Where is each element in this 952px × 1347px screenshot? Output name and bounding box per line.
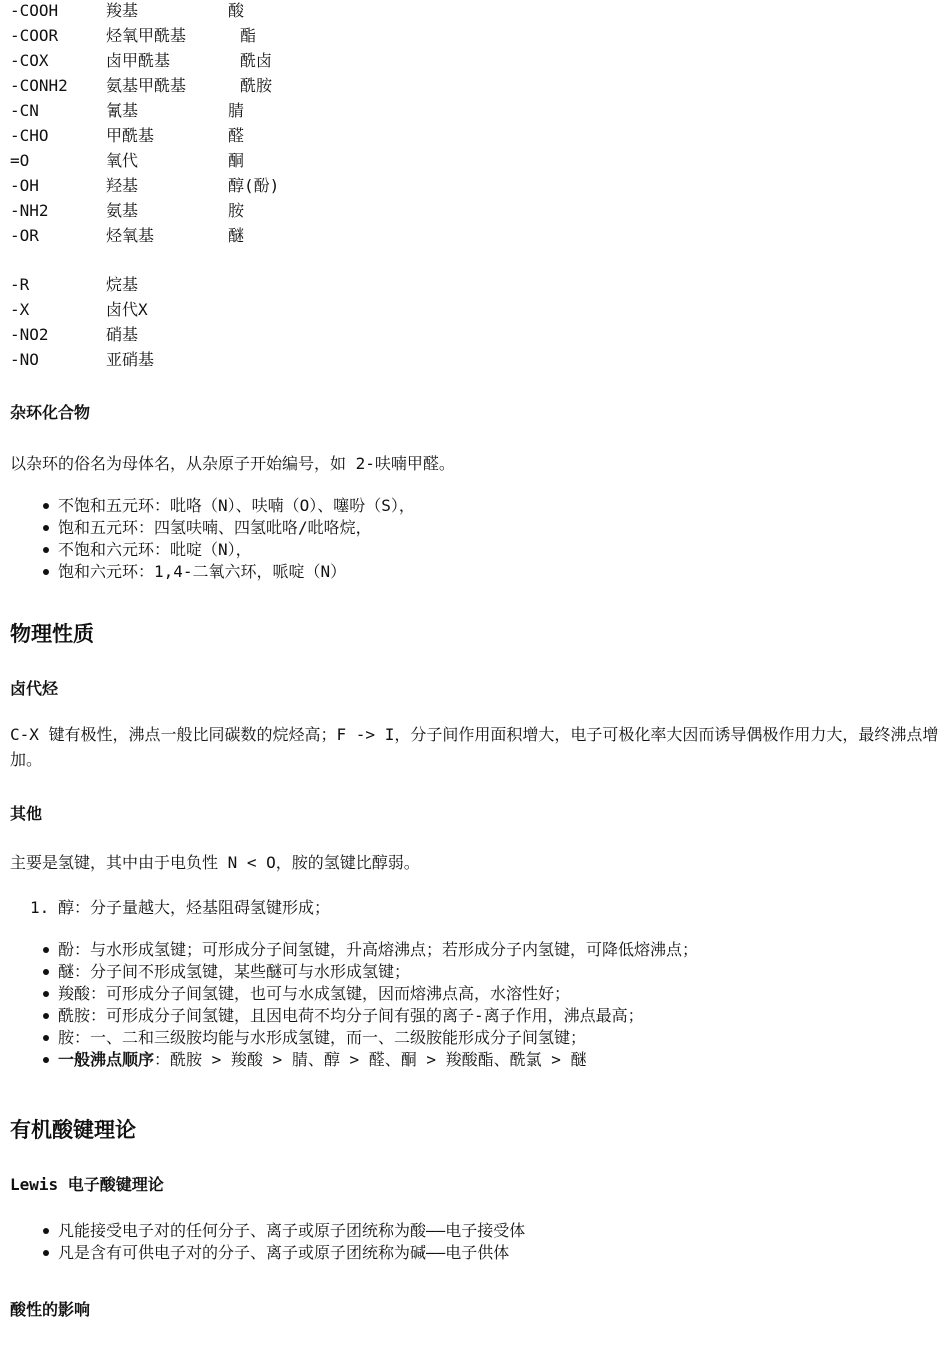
item-number: 1. — [30, 898, 50, 917]
group-class: 酰卤 — [240, 51, 273, 70]
group-name: 氧代 — [106, 151, 139, 170]
boiling-order-text: ：酰胺 > 羧酸 > 腈、醇 > 醛、酮 > 羧酸酯、酰氯 > 醚 — [154, 1050, 587, 1069]
ordered-item — [10, 897, 330, 919]
bullet-icon — [43, 1035, 49, 1041]
list-item-text: 凡能接受电子对的任何分子、离子或原子团统称为酸——电子接受体 — [58, 1221, 526, 1240]
group-class: 腈 — [228, 101, 245, 120]
list-item — [10, 539, 415, 561]
other-intro: 主要是氢键，其中由于电负性 N < O，胺的氢键比醇弱。 — [10, 853, 420, 872]
list-item — [10, 517, 415, 539]
group-class: 酰胺 — [240, 76, 273, 95]
group-formula: -CN — [10, 101, 39, 120]
list-item-text: 羧酸：可形成分子间氢键，也可与水成氢键，因而熔沸点高，水溶性好； — [58, 984, 571, 1003]
bullet-icon — [43, 1228, 49, 1234]
bullet-icon — [43, 969, 49, 975]
group-formula: =O — [10, 151, 30, 170]
list-item — [10, 495, 415, 517]
group-class: 醇(酚) — [228, 176, 280, 195]
list-item-text: 酰胺：可形成分子间氢键，且因电荷不均分子间有强的离子-离子作用，沸点最高； — [58, 1006, 644, 1025]
list-item-text: 胺：一、二和三级胺均能与水形成氢键，而一、二级胺能形成分子间氢键； — [58, 1028, 587, 1047]
group-name: 卤甲酰基 — [106, 51, 171, 70]
lewis-heading: Lewis 电子酸键理论 — [10, 1175, 164, 1194]
group-name: 氨基 — [106, 201, 139, 220]
group-name: 羟基 — [106, 176, 139, 195]
list-item — [10, 961, 698, 983]
group-name: 甲酰基 — [106, 126, 155, 145]
group-name: 烃氧甲酰基 — [106, 26, 187, 45]
list-item-text: 酚：与水形成氢键；可形成分子间氢键，升高熔沸点；若形成分子内氢键，可降低熔沸点； — [58, 940, 699, 959]
group-class: 酯 — [240, 26, 257, 45]
group-name: 烷基 — [106, 275, 139, 294]
group-formula: -NH2 — [10, 201, 49, 220]
bullet-icon — [43, 991, 49, 997]
group-formula: -COOH — [10, 1, 59, 20]
list-item — [10, 1027, 698, 1049]
group-formula: -CHO — [10, 126, 49, 145]
group-class: 胺 — [228, 201, 245, 220]
group-formula: -R — [10, 275, 30, 294]
bullet-icon — [43, 547, 49, 553]
group-formula: -NO2 — [10, 325, 49, 344]
group-class: 酸 — [228, 1, 245, 20]
group-name: 氨基甲酰基 — [106, 76, 187, 95]
group-name: 亚硝基 — [106, 350, 155, 369]
list-item — [10, 983, 698, 1005]
bullet-icon — [43, 947, 49, 953]
list-item-text: 饱和五元环：四氢呋喃、四氢吡咯/吡咯烷， — [58, 518, 372, 537]
heterocycle-heading: 杂环化合物 — [10, 403, 91, 422]
haloalkane-heading: 卤代烃 — [10, 679, 59, 698]
bullet-icon — [43, 569, 49, 575]
list-item — [10, 561, 415, 583]
bullet-icon — [43, 1057, 49, 1063]
group-formula: -OR — [10, 226, 39, 245]
group-class: 醛 — [228, 126, 245, 145]
list-item-text: 不饱和五元环：吡咯（N）、呋喃（O）、噻吩（S）， — [58, 496, 415, 515]
group-formula: -OH — [10, 176, 39, 195]
bullet-icon — [43, 1250, 49, 1256]
group-class: 酮 — [228, 151, 245, 170]
list-item — [10, 939, 698, 961]
group-name: 硝基 — [106, 325, 139, 344]
list-item — [10, 1005, 698, 1027]
group-formula: -COX — [10, 51, 49, 70]
boiling-order-label: 一般沸点顺序 — [58, 1050, 155, 1069]
group-name: 卤代X — [106, 300, 148, 319]
group-formula: -COOR — [10, 26, 59, 45]
list-item — [10, 1049, 698, 1071]
list-item-text: 醇：分子量越大，烃基阻碍氢键形成； — [58, 898, 331, 917]
acidity-heading: 酸性的影响 — [10, 1300, 91, 1319]
heterocycle-list — [10, 495, 415, 583]
group-name: 羧基 — [106, 1, 139, 20]
group-formula: -NO — [10, 350, 39, 369]
group-name: 氰基 — [106, 101, 139, 120]
group-formula: -CONH2 — [10, 76, 68, 95]
ordered-list — [10, 897, 330, 919]
list-item — [10, 1220, 525, 1242]
group-formula: -X — [10, 300, 30, 319]
acid-base-heading: 有机酸键理论 — [10, 1118, 136, 1142]
group-class: 醚 — [228, 226, 245, 245]
bullet-icon — [43, 1013, 49, 1019]
list-item — [10, 1242, 525, 1264]
group-name: 烃氧基 — [106, 226, 155, 245]
heterocycle-intro: 以杂环的俗名为母体名，从杂原子开始编号，如 2-呋喃甲醛。 — [10, 454, 455, 473]
list-item-text: 醚：分子间不形成氢键，某些醚可与水形成氢键； — [58, 962, 411, 981]
bullet-icon — [43, 503, 49, 509]
list-item-text: 凡是含有可供电子对的分子、离子或原子团统称为碱——电子供体 — [58, 1243, 510, 1262]
list-item-text: 饱和六元环：1,4-二氧六环，哌啶（N） — [58, 562, 347, 581]
other-heading: 其他 — [10, 804, 43, 823]
list-item-text: 不饱和六元环：吡啶（N）， — [58, 540, 252, 559]
haloalkane-text: C-X 键有极性，沸点一般比同碳数的烷烃高；F -> I，分子间作用面积增大，电子可极化率大因而诱导偶极作用力大，最终沸点增加。 — [10, 725, 939, 769]
bullet-icon — [43, 525, 49, 531]
properties-list — [10, 939, 698, 1071]
physical-heading: 物理性质 — [10, 622, 94, 646]
lewis-list — [10, 1220, 525, 1264]
